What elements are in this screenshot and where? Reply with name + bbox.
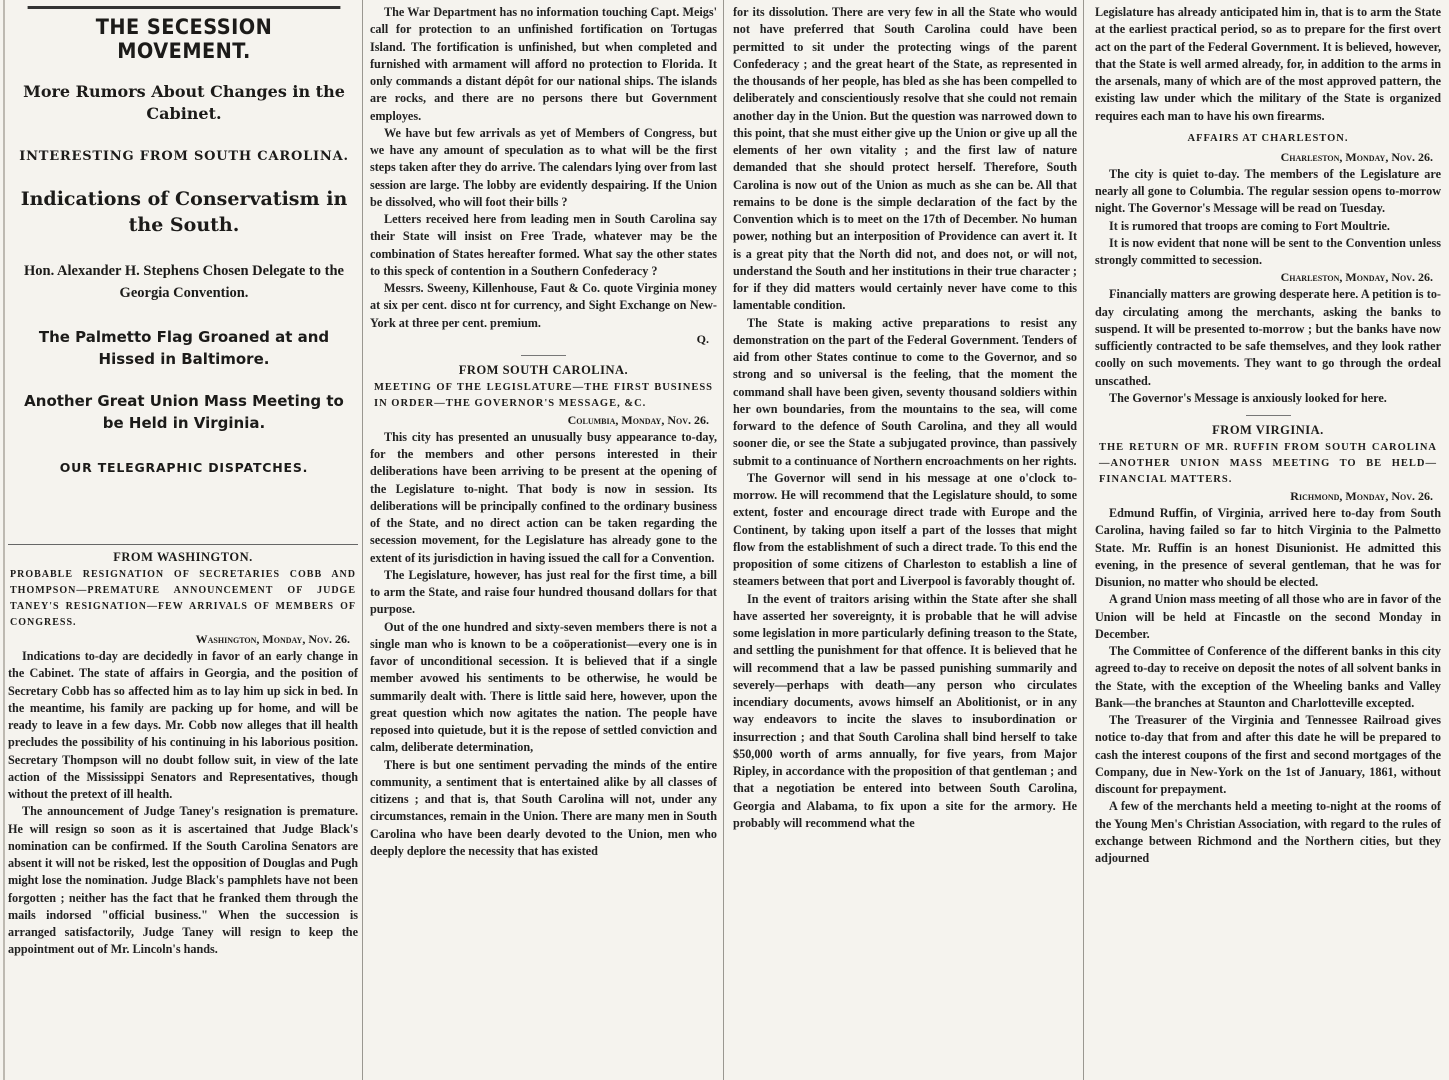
paragraph: Letters received here from leading men in South Carolina say their State will insist on Free Trade, whatever may be the combination of States hereafter formed. What say the other states to this speck of contention in a Southern Confederacy ? [370, 212, 717, 278]
article-subhead: MEETING OF THE LEGISLATURE—THE FIRST BUSINESS IN ORDER—THE GOVERNOR'S MESSAGE, &C. [374, 381, 713, 409]
headline-block [0, 6, 362, 475]
paragraph: It is rumored that troops are coming to Fort Moultrie. [1109, 218, 1390, 233]
section-heading: FROM VIRGINIA. [1212, 423, 1324, 437]
paragraph: There is but one sentiment pervading the minds of the entire community, a sentiment that is entertained alike by all classes of citizens ; and that is, that South Carolina will not, under any circumstances, remain in the Union. There are many men in South Carolina who have been dearly devoted to the Union, men who deeply deplore the necessity that has existed [370, 757, 717, 858]
paragraph: Legislature has already anticipated him in, that is to arm the State at the earliest practical period, so as to prepare for the first overt act on the part of the Federal Government. It is believed, however, that the State is well armed already, for, in addition to the arms in the arsenals, many of which are of the most approved pattern, the existing law under which the military of the State is organized requires each man to have his own firearms. [1095, 5, 1441, 123]
signoff: Q. [696, 331, 709, 346]
paragraph: The announcement of Judge Taney's resignation is premature. He will resign so soon as it is ascertained that Judge Black's nomination can be confirmed. If the South Carolina Senators are absent it will not be risked, lest the opposition of Douglas and Pugh might lose the nomination. Judge Black's pamphlets have not been forgotten ; neither has the fact that he franked them through the mails indorsed "official business." When the succession is arranged satisfactorily, Judge Taney will resign to keep the appointment out of Mr. Lincoln's hands. [8, 804, 358, 957]
paragraph: In the event of traitors arising within the State after she shall have asserted her sovereignty, it is probable that he will advise some legislation in more particularly defining treason to the State, and settling the punishment for that offence. It is believed that he will recommend that a law be passed punishing summarily and severely—perhaps with death—any person who circulates incendiary documents, avows himself an Abolitionist, or in any way endeavors to incite the slaves to insubordination or insurrection ; and that South Carolina shall bind herself to take $50,000 worth of arms annually, for five years, from Major Ripley, in accordance with the proposition of that gentleman ; and that a negotiation be entered into between South Carolina, Georgia and Alabama, to fix upon a site for the armory. He probably will recommend what the [733, 591, 1077, 830]
headline-stephens: Hon. Alexander H. Stephens Chosen Delegate to the Georgia Convention. [24, 263, 344, 301]
dateline: Charleston, Monday, Nov. 26. [1280, 270, 1433, 285]
paragraph: The Governor will send in his message at one o'clock to-morrow. He will recommend that the Legislature should, to some extent, foster and encourage direct trade with Europe and the Continent, by taking upon itself a part of the losses that might flow from the establishment of such a direct trade. To this end the proposition of some citizens of Charleston to establish a line of steamers between that port and Liverpool is favorably thought of. [733, 470, 1077, 589]
paragraph: We have but few arrivals as yet of Members of Congress, but we have any amount of speculation as to what will be the first steps taken after they do arrive. The calendars lying over from last session are large. The lobby are evidently despairing. If the Union be dissolved, who will foot their bills ? [370, 125, 717, 209]
section-heading: FROM WASHINGTON. [113, 550, 253, 564]
headline-south-carolina: INTERESTING FROM SOUTH CAROLINA. [19, 149, 349, 164]
paragraph: Financially matters are growing desperate here. A petition is to-day circulating among the merchants, asking the banks to suspend. It will be presented to-morrow ; but the banks have now sufficiently contracted to be safe themselves, and they look rather coolly on such movements. They want to go through the ordeal unscathed. [1095, 287, 1441, 388]
paragraph: A few of the merchants held a meeting to-night at the rooms of the Young Men's Christian Association, with regard to the rules of exchange between Richmond and the Northern cities, but they adjourned [1095, 799, 1441, 865]
paragraph: The War Department has no information touching Capt. Meigs' call for protection to an unfinished fortification on Tortugas Island. The fortification is unfinished, but when completed and furnished with armament will afford no protection to Florida. It only commands a distant dépôt for our national ships. The islands are rocks, and there are no persons there but Government employes. [370, 5, 717, 123]
paragraph: The Treasurer of the Virginia and Tennessee Railroad gives notice to-day that from and after this date he will be prepared to cash the interest coupons of the first and second mortgages of the Company, due in New-York on the 1st of January, 1861, without discount for prepayment. [1095, 713, 1441, 796]
paragraph: The Governor's Message is anxiously looked for here. [1109, 390, 1387, 405]
paragraph: Messrs. Sweeny, Killenhouse, Faut & Co. quote Virginia money at six per cent. disco nt for currency, and Sight Exchange on New-York at three per cent. premium. [370, 281, 717, 330]
section-heading: FROM SOUTH CAROLINA. [458, 362, 629, 377]
headline-palmetto-flag: The Palmetto Flag Groaned at and Hissed in Baltimore. [38, 328, 330, 368]
washington-article [8, 540, 358, 959]
paragraph: The Committee of Conference of the different banks in this city agreed to-day to receive on deposit the notes of all solvent banks in the State, with the exception of the Wheeling banks and Valley Bank—the branches at Staunton and Charlotteville excepted. [1095, 644, 1441, 710]
dateline: Charleston, Monday, Nov. 26. [1280, 149, 1433, 164]
divider [521, 355, 566, 356]
paragraph: A grand Union mass meeting of all those who are in favor of the Union will be held at Fincastle on the second Monday in December. [1095, 592, 1441, 641]
headline-union-meeting: Another Great Union Mass Meeting to be Held in Virginia. [24, 392, 344, 432]
article-subhead: THE RETURN OF MR. RUFFIN FROM SOUTH CAROLINA—ANOTHER UNION MASS MEETING TO BE HELD—FINANCIAL MATTERS. [1099, 442, 1437, 485]
column-4 [1087, 0, 1449, 1080]
headline-cabinet: More Rumors About Changes in the Cabinet. [23, 82, 345, 123]
paragraph: The Legislature, however, has just real for the first time, a bill to arm the State, and raise four hundred thousand dollars for that purpose. [370, 567, 717, 617]
paragraph: The city is quiet to-day. The members of the Legislature are nearly all gone to Columbia. The regular session opens to-morrow night. The Governor's Message will be read on Tuesday. [1095, 166, 1441, 216]
divider [8, 544, 358, 545]
paragraph: This city has presented an unusually busy appearance to-day, for the members and other persons interested in their deliberations have been arriving to be present at the opening of the Legislature to-night. That body is now in session. Its deliberations will be principally confined to the ordinary business of the State, and no direct action can be taken regarding the secession movement, for the Legislature has already gone to the extent of its jurisdiction in having issued the call for a Convention. [370, 429, 717, 565]
divider [1246, 415, 1291, 416]
paragraph: for its dissolution. There are very few in all the State who would not have preferred that South Carolina could have been permitted to sit under the protecting wings of the parent Confederacy ; and the great heart of the State, as represented in the thousands of her people, has bled as she has been compelled to deliberately and conscientiously resolve that she could not remain another day in the Union. But the question was narrowed down to this point, that she must either give up the Union or give up all the elements of her own vitality ; and the first law of nature demanded that she should protect herself. Therefore, South Carolina is now out of the Union as much as she can be. All that remains to be done is the simple declaration of the fact by the Convention which is to meet on the 17th of December. No human power, nothing but an interposition of Providence can avert it. It is a great pity that the North did not, and does not, or will not, understand the South and her institutions in their true character ; for if they did matters would certainly never have come to this lamentable condition. [733, 5, 1077, 313]
paragraph: The State is making active preparations to resist any demonstration on the part of the Federal Government. Tenders of aid from other States continue to come to the Governor, and so strong and so universal is the feeling, that the moment the command shall have been given, seventy thousand soldiers within her own boundaries, from the mountains to the sea, will come forward to the defence of South Carolina, and they all would sooner die, or see the State a subjugated province, than passively submit to a continuance of Northern encroachments on her rights. [733, 315, 1077, 468]
article-subhead: PROBABLE RESIGNATION OF SECRETARIES COBB AND THOMPSON—PREMATURE ANNOUNCEMENT OF JUDGE TANEY'S RESIGNATION—FEW ARRIVALS OF MEMBERS OF CONGRESS. [10, 569, 356, 628]
headline-conservatism: Indications of Conservatism in the South. [20, 188, 348, 236]
section-heading: AFFAIRS AT CHARLESTON. [1187, 132, 1349, 144]
column-2 [366, 0, 724, 1080]
dateline: Washington, Monday, Nov. 26. [195, 632, 350, 646]
paragraph: It is now evident that none will be sent to the Convention unless strongly committed to secession. [1095, 235, 1441, 267]
column-3 [727, 0, 1084, 1080]
paragraph: Out of the one hundred and sixty-seven members there is not a single man who is known to be a coöperationist—every one is in favor of unconditional secession. It is believed that if a single member avowed his sentiments to be otherwise, he would be summarily dealt with. There is little said here, however, upon the great question which now agitates the nation. The people have reposed into quietude, but it is the repose of settled conviction and calm, deliberate determination, [370, 619, 717, 755]
column-1 [0, 0, 363, 1080]
headline-main: THE SECESSION MOVEMENT. [28, 6, 341, 63]
dateline: Columbia, Monday, Nov. 26. [567, 412, 709, 427]
dateline: Richmond, Monday, Nov. 26. [1290, 489, 1433, 503]
paragraph: Edmund Ruffin, of Virginia, arrived here to-day from South Carolina, having failed so far to hitch Virginia to the Palmetto State. Mr. Ruffin is an honest Disunionist. He admitted this evening, in the presence of several gentleman, that he was for Disunion, no matter who should be elected. [1095, 506, 1441, 589]
headline-dispatches: OUR TELEGRAPHIC DISPATCHES. [59, 460, 309, 475]
column-edge [3, 0, 5, 1080]
paragraph: Indications to-day are decidedly in favor of an early change in the Cabinet. The state of affairs in Georgia, and the position of Secretary Cobb has so affected him as to lay him up sick in bed. In the meantime, his family are packing up for home, and will be ready to leave in a few days. Mr. Cobb now alleges that ill health precludes the possibility of his continuing in his laborious position. Secretary Thompson will no doubt follow suit, in view of the late action of the Mississippi Senators and Representatives, though without the pretext of ill health. [8, 649, 358, 801]
